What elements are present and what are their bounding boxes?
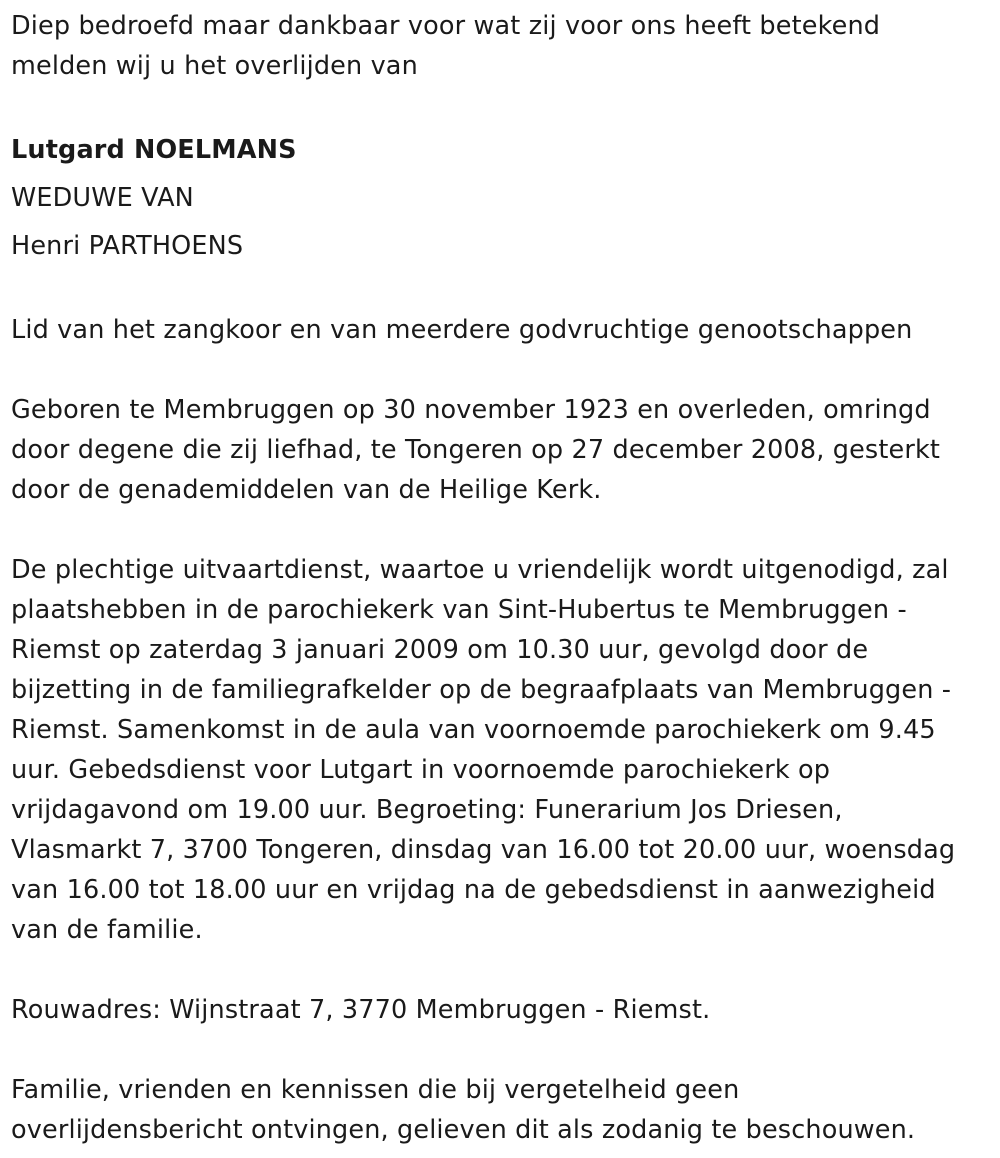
service-line: van 16.00 tot 18.00 uur en vrijdag na de gebedsdienst in aanwezigheid	[11, 875, 936, 905]
deceased-block	[11, 126, 980, 270]
birth-death-paragraph	[11, 390, 980, 510]
intro-paragraph	[11, 6, 980, 86]
closing-line: Familie, vrienden en kennissen die bij vergetelheid geen	[11, 1075, 740, 1105]
service-line: Riemst op zaterdag 3 januari 2009 om 10.30 uur, gevolgd door de	[11, 635, 869, 665]
birth-death-line: door de genademiddelen van de Heilige Kerk.	[11, 475, 602, 505]
birth-death-line: Geboren te Membruggen op 30 november 1923 en overleden, omringd	[11, 395, 931, 425]
closing-paragraph	[11, 1070, 980, 1150]
mourning-address: Rouwadres: Wijnstraat 7, 3770 Membruggen - Riemst.	[11, 995, 711, 1025]
intro-line: melden wij u het overlijden van	[11, 51, 418, 81]
deceased-name: Lutgard NOELMANS	[11, 135, 297, 165]
service-line: plaatshebben in de parochiekerk van Sint-Hubertus te Membruggen -	[11, 595, 907, 625]
spacer	[11, 350, 980, 390]
spacer	[11, 270, 980, 310]
service-line: vrijdagavond om 19.00 uur. Begroeting: Funerarium Jos Driesen,	[11, 795, 843, 825]
spacer	[11, 86, 980, 126]
service-line: van de familie.	[11, 915, 203, 945]
service-line: bijzetting in de familiegrafkelder op de begraafplaats van Membruggen -	[11, 675, 952, 705]
service-line: Riemst. Samenkomst in de aula van voornoemde parochiekerk om 9.45	[11, 715, 936, 745]
service-line: uur. Gebedsdienst voor Lutgart in voornoemde parochiekerk op	[11, 755, 831, 785]
deceased-relation: WEDUWE VAN	[11, 183, 194, 213]
intro-line: Diep bedroefd maar dankbaar voor wat zij voor ons heeft betekend	[11, 11, 881, 41]
spacer	[11, 950, 980, 990]
spacer	[11, 1030, 980, 1070]
birth-death-line: door degene die zij liefhad, te Tongeren op 27 december 2008, gesterkt	[11, 435, 941, 465]
service-line: Vlasmarkt 7, 3700 Tongeren, dinsdag van 16.00 tot 20.00 uur, woensdag	[11, 835, 956, 865]
closing-line: overlijdensbericht ontvingen, gelieven dit als zodanig te beschouwen.	[11, 1115, 916, 1145]
spouse-name: Henri PARTHOENS	[11, 231, 244, 261]
service-line: De plechtige uitvaartdienst, waartoe u vriendelijk wordt uitgenodigd, zal	[11, 555, 949, 585]
membership-text: Lid van het zangkoor en van meerdere godvruchtige genootschappen	[11, 315, 913, 345]
spacer	[11, 510, 980, 550]
service-paragraph	[11, 550, 980, 950]
